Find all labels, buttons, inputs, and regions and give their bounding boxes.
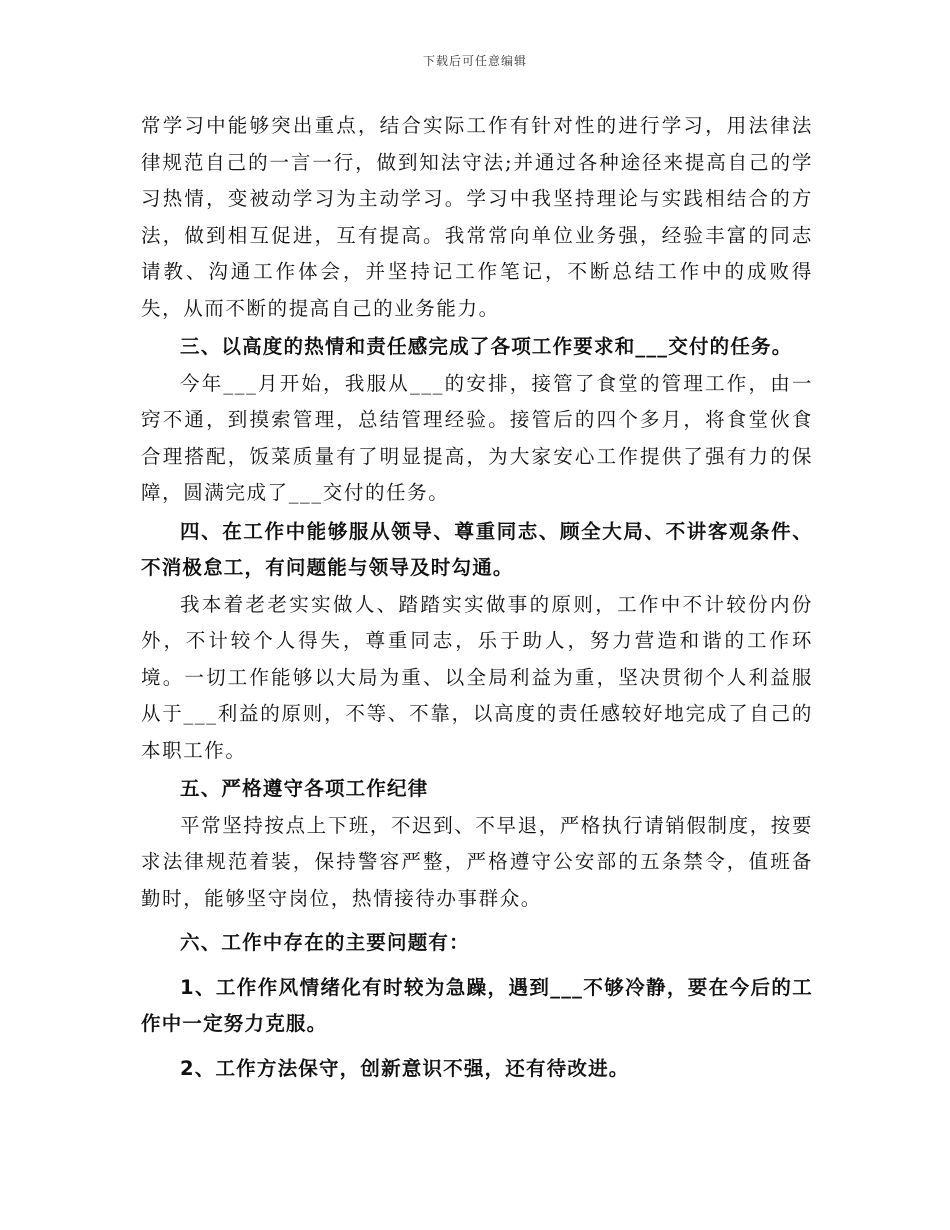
paragraph-discipline: 平常坚持按点上下班，不迟到、不早退，严格执行请销假制度，按要求法律规范着装，保持警容严整，严格遵守公安部的五条禁令，值班备勤时，能够坚守岗位，热情接待办事群众。 (141, 813, 814, 910)
paragraph-attitude: 我本着老老实实做人、踏踏实实做事的原则，工作中不计较份内份外，不计较个人得失，尊重同志，乐于助人，努力营造和谐的工作环境。一切工作能够以大局为重、以全局利益为重，坚决贯彻个人利益服从于___利益的原则，不等、不靠，以高度的责任感较好地完成了自己的本职工作。 (141, 592, 813, 762)
page-header-note: 下载后可任意编辑 (422, 54, 527, 68)
heading-section-five: 五、严格遵守各项工作纪律 (180, 777, 429, 800)
heading-section-four: 四、在工作中能够服从领导、尊重同志、顾全大局、不讲客观条件、不消极怠工，有问题能与领导及时勾通。 (141, 519, 813, 579)
problem-item-2: 2、工作方法保守，创新意识不强，还有待改进。 (180, 1056, 630, 1080)
paragraph-canteen: 今年___月开始，我服从___的安排，接管了食堂的管理工作，由一窍不通，到摸索管理，总结管理经验。接管后的四个多月，将食堂伙食合理搭配，饭菜质量有了明显提高，为大家安心工作提供了强有力的保障，圆满完成了___交付的任务。 (141, 371, 813, 504)
document-body (141, 108, 813, 1087)
paragraph-study: 常学习中能够突出重点，结合实际工作有针对性的进行学习，用法律法律规范自己的一言一行，做到知法守法;并通过各种途径来提高自己的学习热情，变被动学习为主动学习。学习中我坚持理论与实践相结合的方法，做到相互促进，互有提高。我常常向单位业务强，经验丰富的同志请教、沟通工作体会，并坚持记工作笔记，不断总结工作中的成败得失，从而不断的提高自己的业务能力。 (141, 114, 813, 320)
problem-item-1: 1、工作作风情绪化有时较为急躁，遇到___不够冷静，要在今后的工作中一定努力克服。 (141, 975, 813, 1035)
heading-section-six: 六、工作中存在的主要问题有： (180, 931, 470, 954)
heading-section-three: 三、以高度的热情和责任感完成了各项工作要求和___交付的任务。 (180, 335, 793, 358)
